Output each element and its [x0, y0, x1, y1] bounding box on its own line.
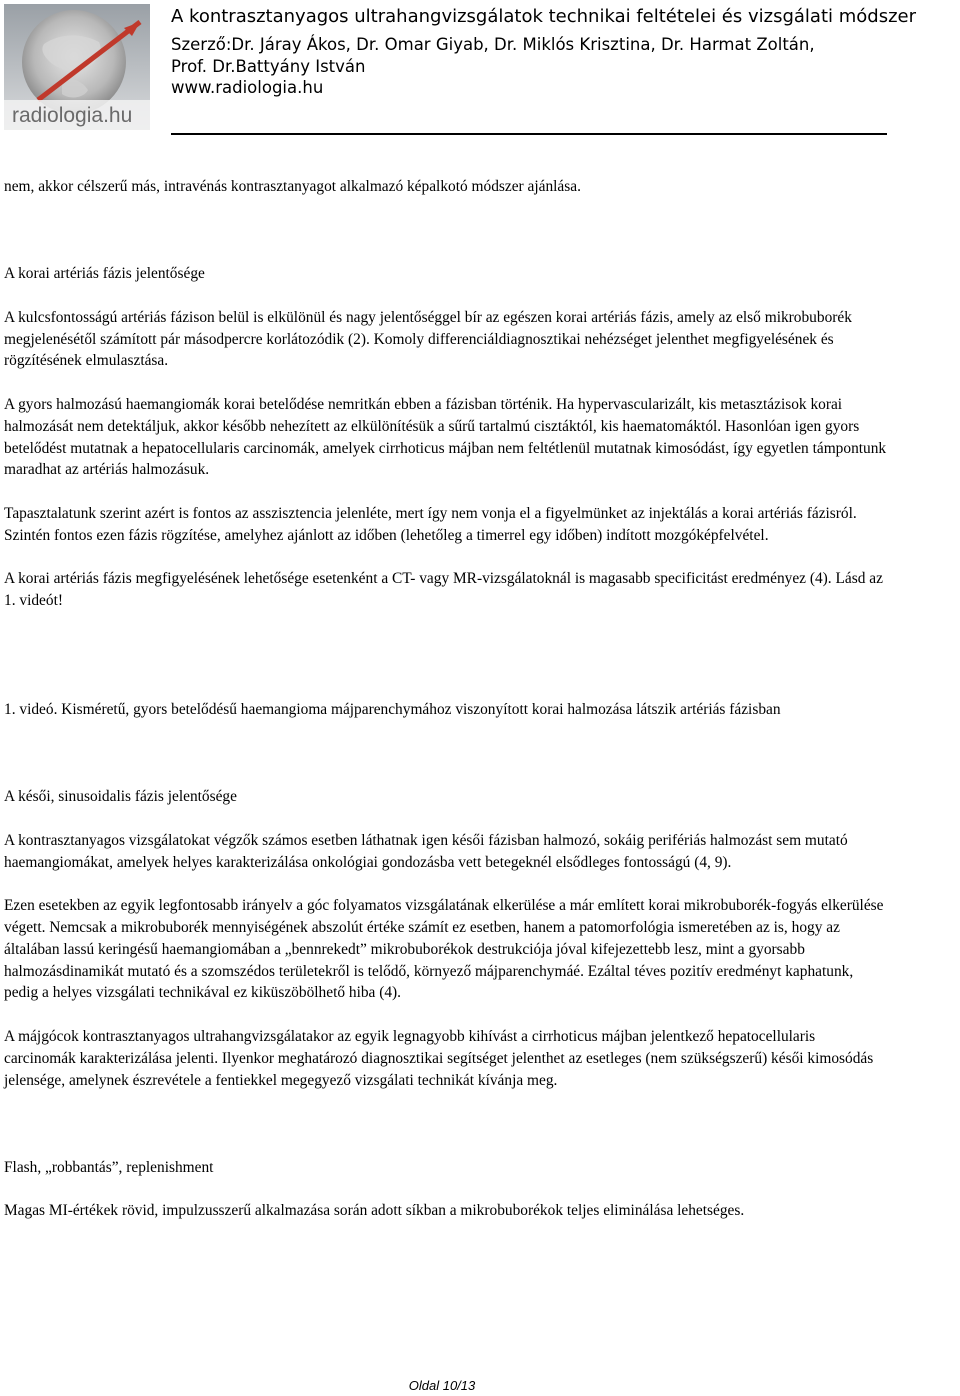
video-caption: 1. videó. Kisméretű, gyors betelődésű haemangioma májparenchymához viszonyított korai halmozása látszik artériás fázisban [4, 701, 781, 719]
paragraph: A kulcsfontosságú artériás fázison belül is elkülönül és nagy jelentőséggel bír az egészen korai artériás fázis, amely az első mikrobuborék megjelenésétől számított pár másodpercre korlátozódik (2). Komoly differenciáldiagnosztikai nehézséget jelenthet megfigyelésének és rögzítésének elmulasztása. [4, 308, 852, 370]
page-number: Oldal 10/13 [408, 1378, 476, 1393]
authors-line-1: Szerző:Dr. Járay Ákos, Dr. Omar Giyab, Dr. Miklós Krisztina, Dr. Harmat Zoltán, [171, 35, 815, 54]
header-divider [171, 133, 887, 135]
section-heading: A korai artériás fázis jelentősége [4, 265, 205, 283]
page-header [0, 0, 960, 140]
radiologia-logo [4, 4, 150, 130]
document-title: A kontrasztanyagos ultrahangvizsgálatok technikai feltételei és vizsgálati módszer [171, 6, 916, 27]
paragraph: A májgócok kontrasztanyagos ultrahangvizsgálatakor az egyik legnagyobb kihívást a cirrhoticus májban jelentkező hepatocellularis carcinomák karakterizálása jelenti. Ilyenkor meghatározó diagnosztikai segítséget jelenthet az esetleges (nem szükségszerű) késői kimosódás jelensége, amelynek észrevétele a fentiekkel megegyező vizsgálati technikát kívánja meg. [4, 1028, 874, 1089]
section-heading: A késői, sinusoidalis fázis jelentősége [4, 788, 237, 806]
logo-text: radiologia.hu [12, 104, 133, 127]
paragraph: Tapasztalatunk szerint azért is fontos az asszisztencia jelenléte, mert így nem vonja el a figyelmünket az injektálás a korai artériás fázisról. Szintén fontos ezen fázis rögzítése, amelyhez ajánlott az időben (lehetőleg a timerrel egy időben) indított mozgóképfelvétel. [4, 504, 857, 544]
article-body [4, 176, 888, 1222]
paragraph: Ezen esetekben az egyik legfontosabb irányelv a góc folyamatos vizsgálatának elkerülése a már említett korai mikrobuborék-fogyás elkerülése végett. Nemcsak a mikrobuborék mennyiségének abszolút értéke számít ez esetben, hanem a patomorfológia ismeretében az is, hogy az általában lassú keringésű haemangiomában a „bennrekedt” mikrobuborékok destrukciója jóval kifejezettebb lesz, mint a gyorsabb halmozásdinamikát mutató és a szomszédos területekről is telődő, környező májparenchymáé. Ezáltal téves pozitív eredményt kaphatunk, pedig a helyes vizsgálati technikával ez kiküszöbölhető hiba (4). [4, 897, 884, 1002]
paragraph: nem, akkor célszerű más, intravénás kontrasztanyagot alkalmazó képalkotó módszer ajánlása. [4, 178, 581, 195]
section-heading: Flash, „robbantás”, replenishment [4, 1158, 214, 1176]
paragraph: Magas MI-értékek rövid, impulzusszerű alkalmazása során adott síkban a mikrobuborékok teljes eliminálása lehetséges. [4, 1202, 745, 1220]
paragraph: A kontrasztanyagos vizsgálatokat végzők számos esetben láthatnak igen késői fázisban halmozó, sokáig perifériás halmozást sem mutató haemangiomákat, amelyek helyes karakterizálása onkológiai gondozásba vett betegeknél elsődleges fontosságú (4, 9). [4, 831, 848, 871]
document-authors [171, 34, 931, 78]
paragraph: A gyors halmozású haemangiomák korai betelődése nemritkán ebben a fázisban történik. Ha hypervascularizált, kis metasztázisok korai halmozását nem detektáljuk, akkor később nehezített az elkülönítésük a sűrű tartalmú cisztáktól, kis haematomáktól. Hasonlóan igen gyors betelődést mutatnak a hepatocellularis carcinomák, amelyek cirrhoticus májban nem feltétlenül mutatnak kimosódást, így egyetlen támpontunk maradhat az artériás halmozásuk. [4, 395, 887, 479]
authors-line-2: Prof. Dr.Battyány István [171, 57, 366, 76]
paragraph: A korai artériás fázis megfigyelésének lehetősége esetenként a CT- vagy MR-vizsgálatoknál is magasabb specificitást eredményez (4). Lásd az 1. videót! [4, 570, 883, 610]
site-url: www.radiologia.hu [171, 78, 324, 97]
